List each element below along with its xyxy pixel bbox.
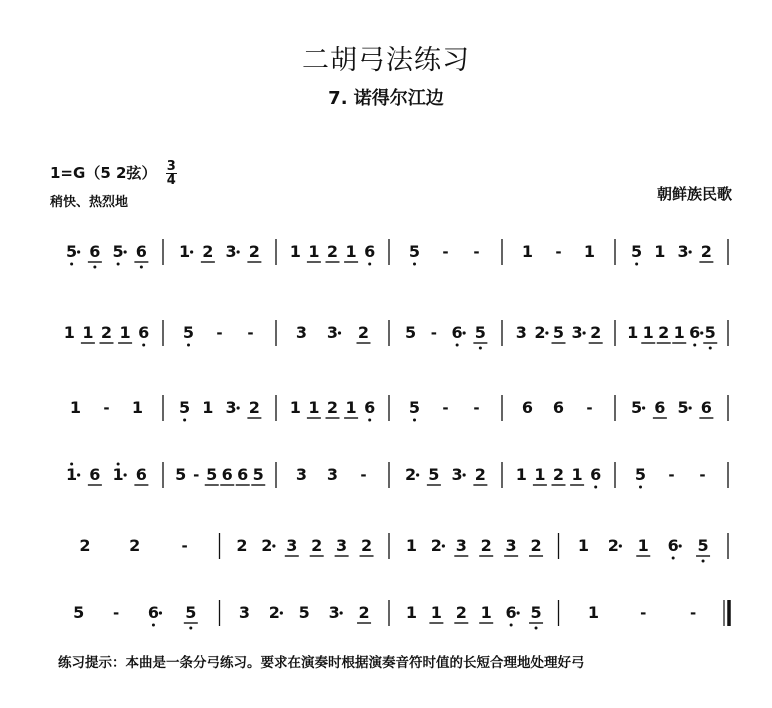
note: - bbox=[442, 243, 449, 261]
low-octave-dot bbox=[187, 344, 190, 347]
note: 1 bbox=[63, 323, 75, 342]
note: 6 bbox=[221, 465, 233, 484]
note: - bbox=[473, 399, 480, 417]
note: 6 bbox=[700, 398, 712, 417]
note: 3 bbox=[677, 242, 689, 261]
note: 1 bbox=[480, 603, 492, 622]
time-sig-denominator: 4 bbox=[166, 173, 176, 188]
note: - bbox=[112, 604, 120, 622]
note: 5 bbox=[634, 465, 647, 484]
note: - bbox=[216, 324, 223, 342]
note: 1 bbox=[82, 323, 94, 342]
low-octave-dot bbox=[368, 263, 371, 266]
note: 5 bbox=[185, 603, 197, 622]
augmentation-dot bbox=[442, 544, 445, 547]
note: - bbox=[360, 466, 367, 484]
note: - bbox=[586, 399, 593, 417]
note: 1 bbox=[654, 242, 666, 261]
augmentation-dot bbox=[77, 473, 80, 476]
note: - bbox=[699, 466, 706, 484]
note: 2 bbox=[202, 242, 214, 261]
low-octave-dot bbox=[702, 560, 705, 563]
note: 6 bbox=[135, 242, 147, 261]
note: 2 bbox=[405, 465, 417, 484]
note: 5 bbox=[552, 323, 565, 342]
note: 5 bbox=[405, 323, 417, 342]
augmentation-dot bbox=[545, 331, 548, 334]
song-origin: 朝鲜族民歌 bbox=[656, 185, 732, 203]
key-suffix: ） bbox=[141, 164, 157, 182]
note: 1 bbox=[627, 323, 639, 342]
low-octave-dot bbox=[140, 266, 143, 269]
augmentation-dot bbox=[700, 331, 703, 334]
note: - bbox=[193, 466, 200, 484]
augmentation-dot bbox=[124, 250, 127, 253]
note: 1 bbox=[515, 465, 527, 484]
augmentation-dot bbox=[77, 250, 80, 253]
note: - bbox=[181, 537, 188, 555]
low-octave-dot bbox=[594, 486, 597, 489]
note: 6 bbox=[135, 465, 147, 484]
note: 1 bbox=[66, 465, 78, 484]
note: 1 bbox=[642, 323, 654, 342]
note: 1 bbox=[430, 603, 442, 622]
augmentation-dot bbox=[689, 406, 692, 409]
low-octave-dot bbox=[479, 347, 482, 350]
note: 2 bbox=[552, 465, 565, 484]
augmentation-dot bbox=[272, 544, 275, 547]
note: 2 bbox=[326, 398, 339, 417]
note: 5 bbox=[530, 603, 542, 622]
note: 3 bbox=[571, 323, 583, 342]
augmentation-dot bbox=[159, 611, 162, 614]
augmentation-dot bbox=[340, 611, 343, 614]
note: 5 bbox=[298, 603, 310, 622]
note: - bbox=[247, 324, 254, 342]
note: 2 bbox=[700, 242, 712, 261]
note: 6 bbox=[451, 323, 463, 342]
note: 1 bbox=[289, 242, 301, 261]
practice-tip: 练习提示：本曲是一条分弓练习。要求在演奏时根据演奏音符时值的长短合理地处理好弓 bbox=[58, 655, 585, 671]
augmentation-dot bbox=[338, 331, 341, 334]
note: - bbox=[430, 324, 437, 342]
augmentation-dot bbox=[280, 611, 283, 614]
note: 1 bbox=[202, 398, 214, 417]
note: 2 bbox=[480, 536, 492, 555]
note: 5 bbox=[206, 465, 218, 484]
high-octave-dot bbox=[117, 463, 120, 466]
note: 6 bbox=[237, 465, 249, 484]
note: 2 bbox=[79, 536, 91, 555]
note: 3 bbox=[225, 398, 237, 417]
note: 1 bbox=[69, 398, 82, 417]
augmentation-dot bbox=[237, 250, 240, 253]
note: 6 bbox=[147, 603, 160, 622]
note: 1 bbox=[345, 242, 357, 261]
note: 3 bbox=[455, 536, 467, 555]
note: 2 bbox=[129, 536, 141, 555]
note: 6 bbox=[505, 603, 517, 622]
note: 1 bbox=[583, 242, 596, 261]
high-octave-dot bbox=[70, 463, 73, 466]
time-sig-numerator: 3 bbox=[166, 159, 176, 174]
note: 3 bbox=[328, 603, 340, 622]
note: 2 bbox=[248, 242, 260, 261]
key-strings: 5 2弦 bbox=[100, 164, 142, 182]
note: 5 bbox=[631, 242, 643, 261]
note: 1 bbox=[308, 398, 320, 417]
note: 2 bbox=[658, 323, 670, 342]
tempo-marking: 稍快、热烈地 bbox=[50, 195, 129, 210]
note: 5 bbox=[631, 398, 643, 417]
note: 5 bbox=[428, 465, 440, 484]
note: 2 bbox=[236, 536, 248, 555]
note: 5 bbox=[112, 242, 124, 261]
note: 2 bbox=[534, 323, 546, 342]
note: 6 bbox=[552, 398, 565, 417]
note: 5 bbox=[408, 398, 421, 417]
augmentation-dot bbox=[463, 331, 466, 334]
note: 5 bbox=[252, 465, 264, 484]
augmentation-dot bbox=[679, 544, 682, 547]
note: 5 bbox=[474, 323, 486, 342]
note: 2 bbox=[100, 323, 113, 342]
augmentation-dot bbox=[237, 406, 240, 409]
low-octave-dot bbox=[639, 486, 642, 489]
augmentation-dot bbox=[642, 406, 645, 409]
note: 6 bbox=[654, 398, 666, 417]
note: 2 bbox=[311, 536, 323, 555]
note: 2 bbox=[357, 323, 370, 342]
note: 1 bbox=[179, 242, 191, 261]
note: 2 bbox=[326, 242, 339, 261]
note: - bbox=[103, 399, 110, 417]
note: 6 bbox=[89, 465, 101, 484]
augmentation-dot bbox=[124, 473, 127, 476]
low-octave-dot bbox=[709, 347, 712, 350]
augmentation-dot bbox=[517, 611, 520, 614]
note: 2 bbox=[607, 536, 619, 555]
note: 2 bbox=[358, 603, 370, 622]
note: 1 bbox=[112, 465, 124, 484]
note: 5 bbox=[704, 323, 716, 342]
note: 1 bbox=[637, 536, 649, 555]
note: 5 bbox=[73, 603, 85, 622]
augmentation-dot bbox=[619, 544, 622, 547]
note: 1 bbox=[587, 603, 599, 622]
low-octave-dot bbox=[142, 344, 145, 347]
note: 2 bbox=[360, 536, 373, 555]
note: 1 bbox=[521, 242, 534, 261]
low-octave-dot bbox=[413, 419, 416, 422]
low-octave-dot bbox=[93, 266, 96, 269]
note: 3 bbox=[451, 465, 463, 484]
note: 3 bbox=[336, 536, 348, 555]
augmentation-dot bbox=[583, 331, 586, 334]
low-octave-dot bbox=[183, 419, 186, 422]
augmentation-dot bbox=[689, 250, 692, 253]
note: 5 bbox=[179, 398, 191, 417]
note: 5 bbox=[408, 242, 421, 261]
augmentation-dot bbox=[190, 250, 193, 253]
note: 3 bbox=[225, 242, 237, 261]
note: 3 bbox=[295, 465, 308, 484]
augmentation-dot bbox=[416, 473, 419, 476]
note: 1 bbox=[571, 465, 583, 484]
note: 1 bbox=[345, 398, 357, 417]
song-title: 7. 诺得尔江边 bbox=[328, 88, 444, 109]
low-octave-dot bbox=[510, 624, 513, 627]
note: 1 bbox=[405, 603, 418, 622]
note: 2 bbox=[261, 536, 273, 555]
note: 6 bbox=[521, 398, 534, 417]
low-octave-dot bbox=[635, 263, 638, 266]
note: 3 bbox=[326, 465, 339, 484]
note: 6 bbox=[590, 465, 602, 484]
note: 3 bbox=[286, 536, 298, 555]
note: 3 bbox=[515, 323, 527, 342]
low-octave-dot bbox=[456, 344, 459, 347]
note: 2 bbox=[530, 536, 542, 555]
note: - bbox=[668, 466, 675, 484]
note: 1 bbox=[577, 536, 590, 555]
note: 6 bbox=[138, 323, 150, 342]
note: - bbox=[689, 604, 697, 622]
note: 3 bbox=[326, 323, 339, 342]
note: 5 bbox=[697, 536, 709, 555]
note: 3 bbox=[295, 323, 308, 342]
note: 1 bbox=[673, 323, 685, 342]
low-octave-dot bbox=[117, 263, 120, 266]
note: 2 bbox=[430, 536, 442, 555]
low-octave-dot bbox=[368, 419, 371, 422]
low-octave-dot bbox=[70, 263, 73, 266]
low-octave-dot bbox=[672, 557, 675, 560]
low-octave-dot bbox=[413, 263, 416, 266]
note: 6 bbox=[89, 242, 101, 261]
note: 1 bbox=[308, 242, 320, 261]
low-octave-dot bbox=[152, 624, 155, 627]
note: 6 bbox=[667, 536, 679, 555]
low-octave-dot bbox=[535, 627, 538, 630]
note: 2 bbox=[248, 398, 260, 417]
note: 3 bbox=[238, 603, 251, 622]
note: - bbox=[473, 243, 480, 261]
note: - bbox=[442, 399, 449, 417]
low-octave-dot bbox=[189, 627, 192, 630]
note: 5 bbox=[66, 242, 78, 261]
note: 1 bbox=[289, 398, 301, 417]
note: 1 bbox=[534, 465, 546, 484]
note: 6 bbox=[364, 398, 376, 417]
note: 3 bbox=[505, 536, 517, 555]
augmentation-dot bbox=[463, 473, 466, 476]
note: 2 bbox=[455, 603, 467, 622]
note: 6 bbox=[689, 323, 701, 342]
note: 2 bbox=[590, 323, 602, 342]
note: 5 bbox=[175, 465, 187, 484]
note: 5 bbox=[677, 398, 689, 417]
note: 1 bbox=[131, 398, 144, 417]
note: - bbox=[555, 243, 562, 261]
key-prefix: 1=G（ bbox=[50, 164, 101, 182]
low-octave-dot bbox=[693, 344, 696, 347]
note: - bbox=[640, 604, 647, 622]
note: 2 bbox=[268, 603, 280, 622]
page-title: 二胡弓法练习 bbox=[302, 45, 470, 76]
note: 6 bbox=[364, 242, 376, 261]
note: 5 bbox=[182, 323, 195, 342]
note: 1 bbox=[405, 536, 418, 555]
note: 2 bbox=[474, 465, 486, 484]
note: 1 bbox=[119, 323, 131, 342]
